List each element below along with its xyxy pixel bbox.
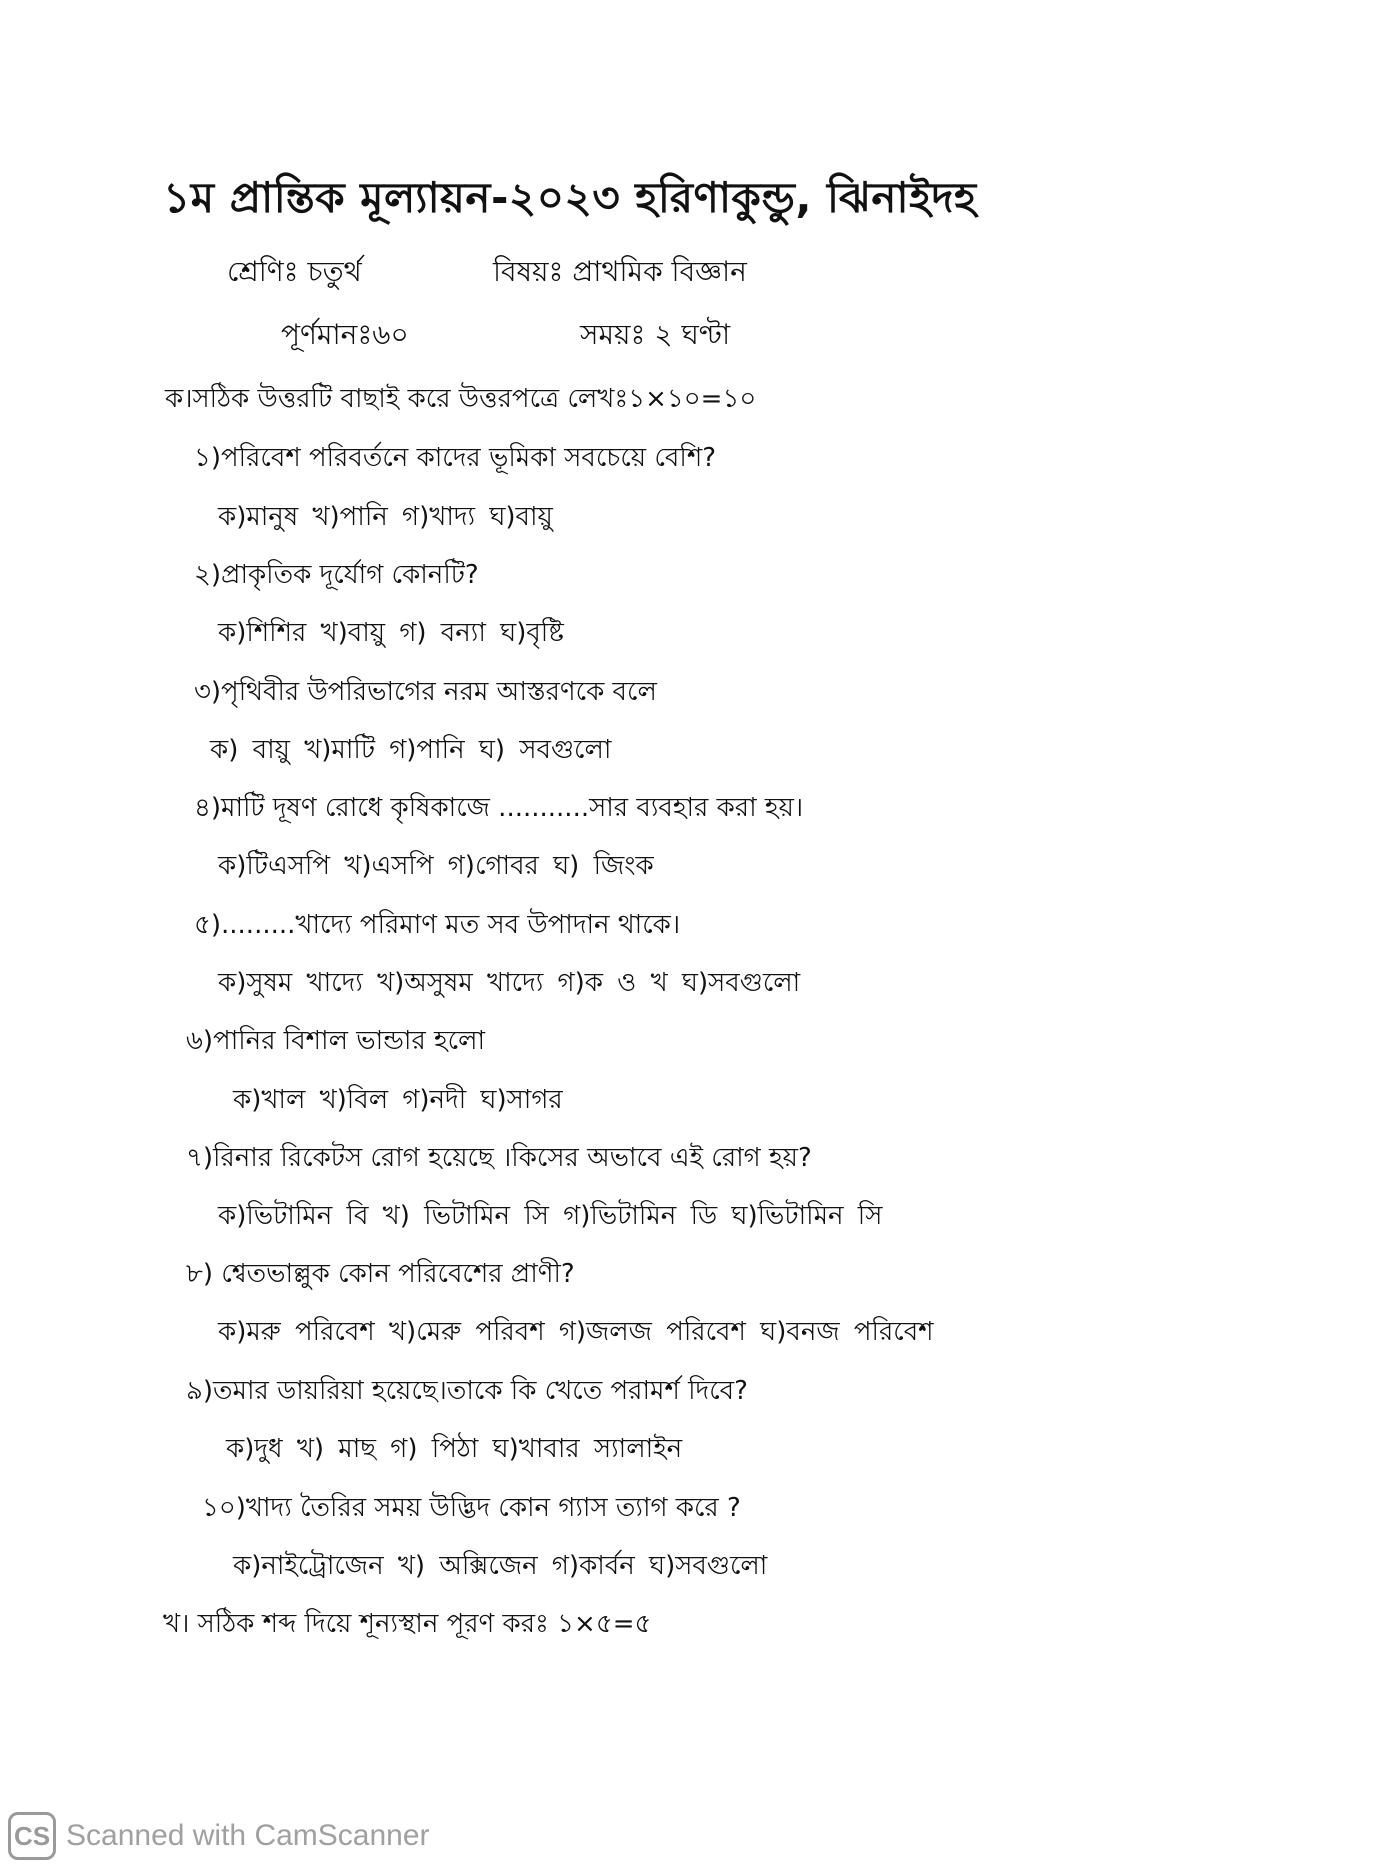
- time-label: সময়ঃ ২ ঘণ্টা: [580, 318, 731, 351]
- question-4-options: ক)টিএসপি খ)এসপি গ)গোবর ঘ) জিংক: [218, 851, 654, 881]
- question-7: ৭)রিনার রিকেটস রোগ হয়েছে ।কিসের অভাবে এই রোগ হয়?: [186, 1143, 812, 1173]
- camscanner-text: Scanned with CamScanner: [66, 1819, 430, 1852]
- question-3: ৩)পৃথিবীর উপরিভাগের নরম আস্তরণকে বলে: [194, 677, 657, 707]
- question-8: ৮) শ্বেতভাল্লুক কোন পরিবেশের প্রাণী?: [186, 1259, 575, 1289]
- question-7-options: ক)ভিটামিন বি খ) ভিটামিন সি গ)ভিটামিন ডি ঘ)ভিটামিন সি: [218, 1201, 883, 1231]
- question-10: ১০)খাদ্য তৈরির সময় উদ্ভিদ কোন গ্যাস ত্যাগ করে ?: [202, 1493, 741, 1523]
- subject-label: বিষয়ঃ প্রাথমিক বিজ্ঞান: [493, 255, 747, 288]
- full-marks-label: পূর্ণমানঃ৬০: [281, 318, 409, 351]
- question-9: ৯)তমার ডায়রিয়া হয়েছে।তাকে কি খেতে পরামর্শ দিবে?: [186, 1376, 748, 1406]
- section-b-heading: খ। সঠিক শব্দ দিয়ে শূন্যস্থান পূরণ করঃ ১×৫=৫: [163, 1609, 652, 1639]
- question-5: ৫).........খাদ্যে পরিমাণ মত সব উপাদান থাকে।: [194, 910, 681, 940]
- question-1-options: ক)মানুষ খ)পানি গ)খাদ্য ঘ)বায়ু: [218, 502, 553, 532]
- question-8-options: ক)মরু পরিবেশ খ)মেরু পরিবশ গ)জলজ পরিবেশ ঘ)বনজ পরিবেশ: [218, 1317, 934, 1347]
- exam-title: ১ম প্রান্তিক মূল্যায়ন-২০২৩ হরিণাকুন্ডু, ঝিনাইদহ: [163, 173, 977, 222]
- question-5-options: ক)সুষম খাদ্যে খ)অসুষম খাদ্যে গ)ক ও খ ঘ)সবগুলো: [218, 968, 801, 998]
- question-10-options: ক)নাইট্রোজেন খ) অক্সিজেন গ)কার্বন ঘ)সবগুলো: [233, 1551, 768, 1581]
- question-2: ২)প্রাকৃতিক দূর্যোগ কোনটি?: [194, 560, 479, 590]
- section-a-heading: ক।সঠিক উত্তরটি বাছাই করে উত্তরপত্রে লেখঃ১×১০=১০: [165, 384, 757, 414]
- camscanner-watermark: [8, 1812, 430, 1860]
- question-6-options: ক)খাল খ)বিল গ)নদী ঘ)সাগর: [233, 1085, 563, 1115]
- camscanner-logo-icon: CS: [8, 1812, 56, 1860]
- question-3-options: ক) বায়ু খ)মাটি গ)পানি ঘ) সবগুলো: [210, 735, 612, 765]
- question-9-options: ক)দুধ খ) মাছ গ) পিঠা ঘ)খাবার স্যালাইন: [226, 1434, 683, 1464]
- class-label: শ্রেণিঃ চতুর্থ: [227, 255, 362, 288]
- question-4: ৪)মাটি দূষণ রোধে কৃষিকাজে ...........সার ব্যবহার করা হয়।: [194, 793, 804, 823]
- question-6: ৬)পানির বিশাল ভান্ডার হলো: [186, 1026, 486, 1056]
- question-2-options: ক)শিশির খ)বায়ু গ) বন্যা ঘ)বৃষ্টি: [218, 618, 564, 648]
- question-1: ১)পরিবেশ পরিবর্তনে কাদের ভূমিকা সবচেয়ে বেশি?: [194, 443, 717, 473]
